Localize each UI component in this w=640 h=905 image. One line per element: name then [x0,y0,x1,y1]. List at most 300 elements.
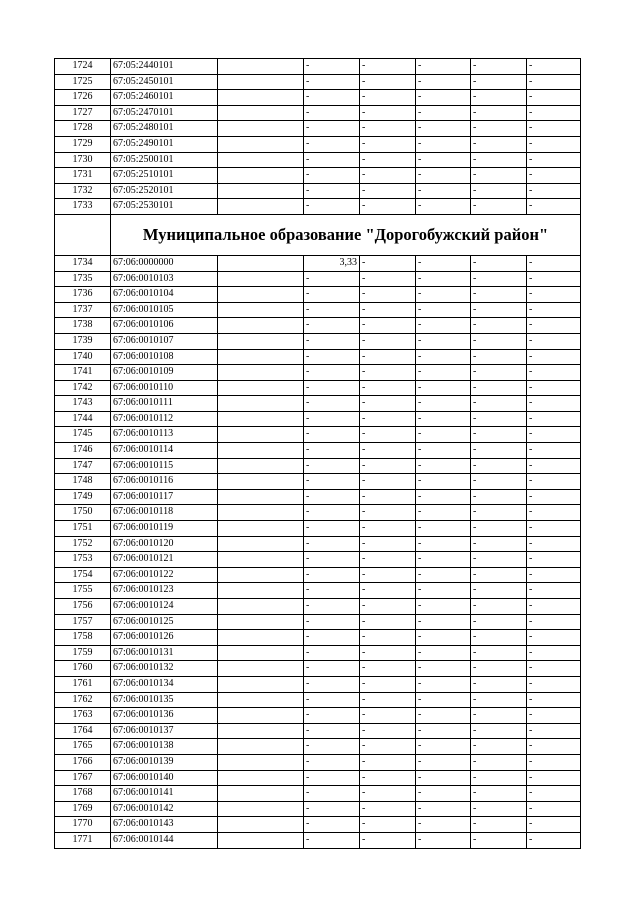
empty-cell [218,801,304,817]
value-cell: - [471,183,527,199]
value-cell: - [471,489,527,505]
value-cell: - [527,90,581,106]
table-row [55,121,581,137]
empty-cell [218,380,304,396]
section-title: Муниципальное образование "Дорогобужский район" [111,214,581,255]
row-number: 1757 [55,614,111,630]
value-cell: - [471,583,527,599]
table-row [55,817,581,833]
table-row [55,318,581,334]
table-row [55,458,581,474]
cadastral-code: 67:06:0010132 [111,661,218,677]
table-row [55,739,581,755]
value-cell: - [360,708,416,724]
empty-cell [218,817,304,833]
table-row [55,599,581,615]
row-number: 1760 [55,661,111,677]
value-cell: - [527,136,581,152]
cadastral-code: 67:05:2460101 [111,90,218,106]
value-cell: - [360,349,416,365]
value-cell: - [416,474,471,490]
value-cell: - [304,567,360,583]
value-cell: - [416,287,471,303]
cadastral-code: 67:06:0010107 [111,333,218,349]
value-cell: - [304,333,360,349]
value-cell: - [360,536,416,552]
value-cell: - [527,333,581,349]
value-cell: - [360,474,416,490]
empty-cell [218,255,304,271]
value-cell: - [360,692,416,708]
value-cell: - [360,318,416,334]
value-cell: - [527,583,581,599]
value-cell: - [471,552,527,568]
row-number: 1759 [55,645,111,661]
value-cell: - [471,302,527,318]
value-cell: - [416,365,471,381]
cadastral-code: 67:06:0000000 [111,255,218,271]
value-cell: - [527,630,581,646]
value-cell: - [471,427,527,443]
cadastral-code: 67:06:0010110 [111,380,218,396]
value-cell: - [416,739,471,755]
cadastral-code: 67:05:2510101 [111,168,218,184]
empty-cell [218,349,304,365]
row-number: 1736 [55,287,111,303]
value-cell: - [527,255,581,271]
value-cell: - [471,136,527,152]
value-cell: - [360,754,416,770]
cadastral-code: 67:06:0010122 [111,567,218,583]
cadastral-code: 67:06:0010112 [111,411,218,427]
value-cell: - [416,754,471,770]
value-cell: - [416,567,471,583]
table-row [55,199,581,215]
value-cell: - [416,411,471,427]
value-cell: - [304,302,360,318]
value-cell: - [527,271,581,287]
cadastral-code: 67:06:0010113 [111,427,218,443]
value-cell: - [416,708,471,724]
value-cell: - [304,552,360,568]
value-cell: - [527,645,581,661]
empty-cell [218,832,304,848]
value-cell: - [527,817,581,833]
value-cell: - [360,614,416,630]
value-cell: - [471,271,527,287]
row-number: 1758 [55,630,111,646]
empty-cell [218,318,304,334]
value-cell: - [360,458,416,474]
value-cell: - [304,630,360,646]
value-cell: - [527,199,581,215]
cadastral-code: 67:06:0010141 [111,786,218,802]
value-cell: - [527,599,581,615]
table-row [55,271,581,287]
value-cell: - [527,349,581,365]
value-cell: - [304,152,360,168]
value-cell: - [360,661,416,677]
table-row [55,770,581,786]
value-cell: - [416,661,471,677]
value-cell: - [527,287,581,303]
row-number: 1745 [55,427,111,443]
row-number: 1753 [55,552,111,568]
value-cell: - [416,692,471,708]
row-number: 1725 [55,74,111,90]
empty-cell [218,630,304,646]
empty-cell [218,567,304,583]
empty-cell [218,271,304,287]
value-cell: - [360,739,416,755]
value-cell: - [304,599,360,615]
value-cell: - [527,168,581,184]
cadastral-code: 67:06:0010104 [111,287,218,303]
table-row [55,832,581,848]
value-cell: - [527,552,581,568]
table-row [55,474,581,490]
table-row [55,536,581,552]
value-cell: - [304,505,360,521]
value-cell: - [527,396,581,412]
empty-cell [218,199,304,215]
table-row [55,754,581,770]
cadastral-code: 67:06:0010144 [111,832,218,848]
value-cell: - [304,59,360,75]
cadastral-code: 67:05:2450101 [111,74,218,90]
value-cell: - [304,136,360,152]
value-cell: - [304,614,360,630]
cadastral-code: 67:06:0010124 [111,599,218,615]
row-number: 1762 [55,692,111,708]
value-cell: - [527,567,581,583]
empty-cell [218,489,304,505]
table-row [55,801,581,817]
empty-cell [218,90,304,106]
value-cell: - [471,443,527,459]
value-cell: - [304,443,360,459]
row-number: 1731 [55,168,111,184]
table-row [55,692,581,708]
value-cell: - [304,349,360,365]
table-row [55,287,581,303]
row-number: 1756 [55,599,111,615]
value-cell: - [527,74,581,90]
cadastral-code: 67:05:2490101 [111,136,218,152]
empty-cell [218,74,304,90]
cadastral-code: 67:05:2530101 [111,199,218,215]
table-row [55,614,581,630]
value-cell: - [527,801,581,817]
value-cell: - [416,271,471,287]
empty-cell [218,536,304,552]
table-row [55,302,581,318]
value-cell: - [416,443,471,459]
cadastral-code: 67:06:0010103 [111,271,218,287]
value-cell: - [304,661,360,677]
value-cell: - [527,739,581,755]
cadastral-code: 67:05:2440101 [111,59,218,75]
cadastral-code: 67:06:0010131 [111,645,218,661]
value-cell: - [360,645,416,661]
value-cell: - [416,136,471,152]
value-cell: - [471,365,527,381]
document-sheet [54,58,581,849]
value-cell: - [416,121,471,137]
value-cell: - [360,271,416,287]
empty-cell [218,121,304,137]
value-cell: - [527,152,581,168]
row-number: 1751 [55,521,111,537]
value-cell: - [304,521,360,537]
cadastral-code: 67:05:2520101 [111,183,218,199]
table-body-bottom [55,255,581,848]
value-cell: - [471,287,527,303]
value-cell: - [416,59,471,75]
value-cell: - [471,59,527,75]
value-cell: - [416,168,471,184]
value-cell: - [471,411,527,427]
table-row [55,443,581,459]
value-cell: - [304,583,360,599]
value-cell: - [471,152,527,168]
table-row [55,333,581,349]
table-row [55,411,581,427]
empty-cell [218,676,304,692]
value-cell: - [360,832,416,848]
value-cell: - [471,121,527,137]
row-number: 1769 [55,801,111,817]
value-cell: - [304,90,360,106]
value-cell: - [304,199,360,215]
value-cell: - [304,754,360,770]
table-row [55,183,581,199]
cadastral-code: 67:06:0010137 [111,723,218,739]
value-cell: - [527,661,581,677]
value-cell: - [527,770,581,786]
value-cell: - [416,630,471,646]
cadastral-table [54,58,581,849]
value-cell: - [304,708,360,724]
cadastral-code: 67:06:0010118 [111,505,218,521]
section-empty-cell [55,214,111,255]
value-cell: - [416,521,471,537]
cadastral-code: 67:06:0010138 [111,739,218,755]
empty-cell [218,411,304,427]
section-header [55,214,581,255]
value-cell: - [416,770,471,786]
empty-cell [218,474,304,490]
value-cell: - [304,723,360,739]
value-cell: - [360,505,416,521]
row-number: 1765 [55,739,111,755]
table-row [55,505,581,521]
value-cell: - [304,676,360,692]
table-row [55,786,581,802]
row-number: 1768 [55,786,111,802]
row-number: 1755 [55,583,111,599]
value-cell: - [360,121,416,137]
row-number: 1727 [55,105,111,121]
value-cell: - [471,90,527,106]
table-row [55,74,581,90]
cadastral-code: 67:06:0010134 [111,676,218,692]
row-number: 1748 [55,474,111,490]
table-row [55,396,581,412]
value-cell: - [416,505,471,521]
value-cell: - [527,458,581,474]
value-cell: - [360,411,416,427]
cadastral-code: 67:06:0010115 [111,458,218,474]
row-number: 1764 [55,723,111,739]
cadastral-code: 67:06:0010105 [111,302,218,318]
value-cell: - [471,801,527,817]
row-number: 1726 [55,90,111,106]
table-row [55,380,581,396]
value-cell: - [527,832,581,848]
table-row [55,708,581,724]
value-cell: - [471,661,527,677]
value-cell: - [416,786,471,802]
value-cell: - [304,168,360,184]
value-cell: - [416,90,471,106]
table-row [55,489,581,505]
row-number: 1730 [55,152,111,168]
table-row [55,59,581,75]
value-cell: - [416,74,471,90]
value-cell: - [304,786,360,802]
value-cell: - [360,770,416,786]
row-number: 1740 [55,349,111,365]
value-cell: - [471,630,527,646]
table-row [55,349,581,365]
value-cell: - [416,255,471,271]
row-number: 1732 [55,183,111,199]
value-cell: - [360,521,416,537]
value-cell: - [304,318,360,334]
value-cell: - [416,801,471,817]
value-cell: - [471,723,527,739]
value-cell: - [471,770,527,786]
value-cell: - [416,645,471,661]
value-cell: - [416,105,471,121]
value-cell: - [471,614,527,630]
value-cell: 3,33 [304,255,360,271]
row-number: 1738 [55,318,111,334]
value-cell: - [416,318,471,334]
empty-cell [218,770,304,786]
table-body-top [55,59,581,215]
row-number: 1741 [55,365,111,381]
value-cell: - [527,708,581,724]
value-cell: - [360,583,416,599]
empty-cell [218,333,304,349]
value-cell: - [304,380,360,396]
value-cell: - [304,121,360,137]
value-cell: - [360,152,416,168]
table-row [55,427,581,443]
row-number: 1761 [55,676,111,692]
value-cell: - [471,349,527,365]
value-cell: - [304,770,360,786]
value-cell: - [304,832,360,848]
row-number: 1742 [55,380,111,396]
empty-cell [218,302,304,318]
value-cell: - [527,121,581,137]
empty-cell [218,739,304,755]
row-number: 1752 [55,536,111,552]
empty-cell [218,168,304,184]
empty-cell [218,396,304,412]
value-cell: - [527,489,581,505]
table-row [55,583,581,599]
value-cell: - [471,458,527,474]
value-cell: - [360,599,416,615]
table-row [55,365,581,381]
value-cell: - [304,536,360,552]
value-cell: - [471,817,527,833]
value-cell: - [360,365,416,381]
row-number: 1767 [55,770,111,786]
value-cell: - [527,59,581,75]
cadastral-code: 67:05:2500101 [111,152,218,168]
table-row [55,90,581,106]
empty-cell [218,754,304,770]
row-number: 1749 [55,489,111,505]
value-cell: - [304,692,360,708]
value-cell: - [416,583,471,599]
row-number: 1729 [55,136,111,152]
value-cell: - [304,365,360,381]
value-cell: - [416,614,471,630]
empty-cell [218,692,304,708]
row-number: 1747 [55,458,111,474]
value-cell: - [304,411,360,427]
row-number: 1737 [55,302,111,318]
value-cell: - [471,645,527,661]
empty-cell [218,287,304,303]
value-cell: - [416,832,471,848]
table-row [55,152,581,168]
empty-cell [218,365,304,381]
value-cell: - [471,505,527,521]
value-cell: - [304,287,360,303]
value-cell: - [304,739,360,755]
value-cell: - [360,302,416,318]
value-cell: - [360,552,416,568]
value-cell: - [416,183,471,199]
empty-cell [218,152,304,168]
empty-cell [218,583,304,599]
value-cell: - [471,105,527,121]
empty-cell [218,552,304,568]
value-cell: - [416,380,471,396]
empty-cell [218,708,304,724]
value-cell: - [471,739,527,755]
value-cell: - [471,74,527,90]
value-cell: - [360,630,416,646]
empty-cell [218,614,304,630]
value-cell: - [304,74,360,90]
value-cell: - [416,199,471,215]
value-cell: - [416,302,471,318]
table-row [55,105,581,121]
table-row [55,521,581,537]
value-cell: - [471,199,527,215]
value-cell: - [471,536,527,552]
row-number: 1744 [55,411,111,427]
value-cell: - [416,599,471,615]
